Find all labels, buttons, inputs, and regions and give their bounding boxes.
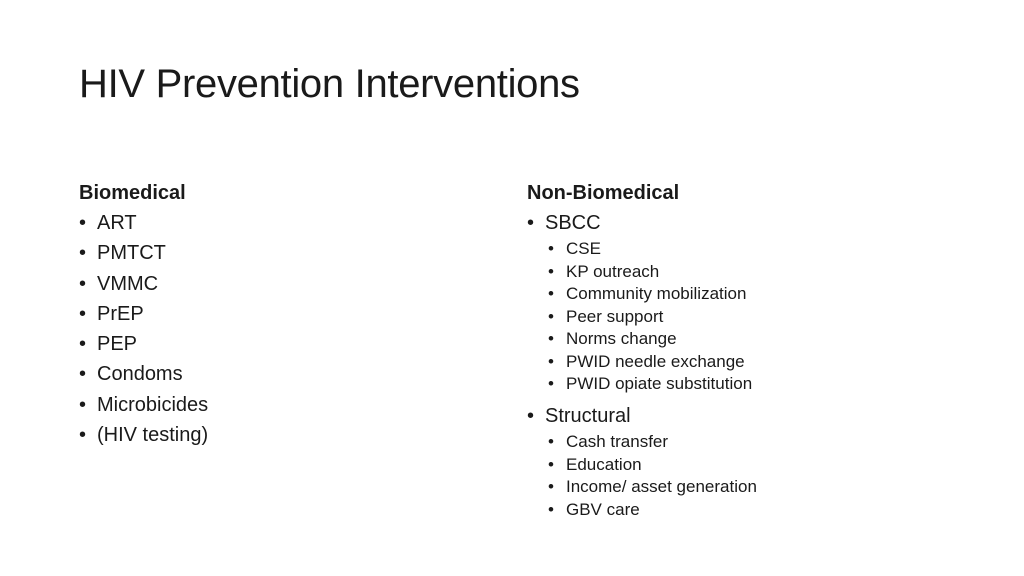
list-item: • Income/ asset generation	[548, 476, 927, 499]
list-item: • PWID needle exchange	[548, 351, 927, 374]
sbcc-group	[527, 208, 927, 238]
sbcc-label: SBCC	[545, 212, 601, 234]
list-item: • PMTCT	[79, 238, 479, 268]
list-item: • (HIV testing)	[79, 420, 479, 450]
list-item: • VMMC	[79, 269, 479, 299]
list-item: • Microbicides	[79, 390, 479, 420]
list-item: • KP outreach	[548, 261, 927, 284]
structural-group	[527, 401, 927, 431]
non-biomedical-heading: Non-Biomedical	[527, 182, 680, 204]
structural-list	[527, 401, 927, 431]
list-item: • PrEP	[79, 299, 479, 329]
list-item: • Cash transfer	[548, 431, 927, 454]
list-item: • Condoms	[79, 359, 479, 389]
list-item: • Education	[548, 454, 927, 477]
structural-label: Structural	[545, 404, 631, 427]
list-item: • GBV care	[548, 499, 927, 522]
list-item: • Peer support	[548, 306, 927, 329]
slide-title: HIV Prevention Interventions	[79, 62, 580, 106]
structural-sublist	[548, 431, 927, 521]
list-item: • ART	[79, 208, 479, 238]
list-item: • PWID opiate substitution	[548, 373, 927, 396]
sbcc-sublist	[548, 238, 927, 396]
list-item: • Norms change	[548, 328, 927, 351]
list-item: • CSE	[548, 238, 927, 261]
biomedical-list	[79, 208, 479, 450]
non-biomedical-list	[527, 208, 927, 238]
biomedical-heading: Biomedical	[79, 182, 186, 204]
non-biomedical-column	[527, 178, 927, 526]
biomedical-column	[79, 178, 479, 450]
list-item: • Community mobilization	[548, 283, 927, 306]
list-item: • PEP	[79, 329, 479, 359]
